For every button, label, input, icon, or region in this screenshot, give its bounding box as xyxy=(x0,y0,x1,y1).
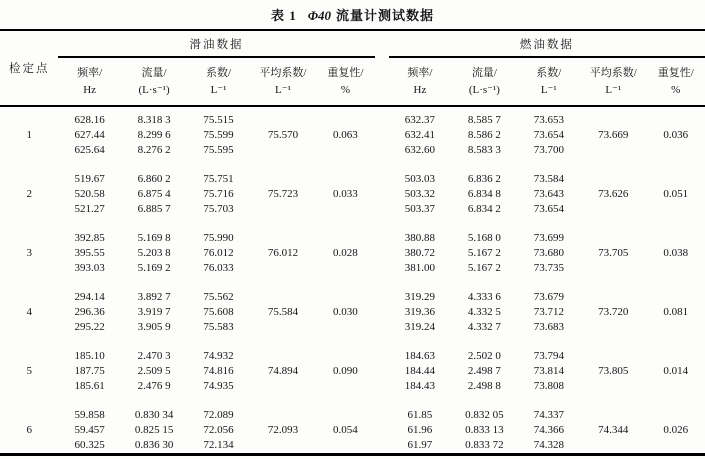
frequency-value-fuel: 632.37 xyxy=(404,114,436,126)
coefficient-value-fuel: 73.712 xyxy=(533,306,564,318)
frequency-value-oil: 392.85 xyxy=(74,232,105,244)
coefficient-value-oil: 75.990 xyxy=(203,232,234,244)
coefficient-value-fuel: 73.814 xyxy=(533,365,564,377)
frequency-value-oil: 295.22 xyxy=(74,321,105,333)
frequency-value-fuel: 319.24 xyxy=(404,321,436,333)
frequency-value-oil: 395.55 xyxy=(74,247,105,259)
frequency-value-fuel: 503.37 xyxy=(404,203,436,215)
coefficient-value-oil: 72.056 xyxy=(203,424,234,436)
coefficient-value-fuel: 73.683 xyxy=(533,321,564,333)
column-header-label: 平均系数/ xyxy=(259,66,307,79)
frequency-value-fuel: 61.97 xyxy=(407,439,433,451)
average-coefficient-value-fuel: 73.720 xyxy=(598,306,629,318)
flow-rate-value-fuel: 5.167 2 xyxy=(467,247,501,259)
coefficient-value-oil: 75.595 xyxy=(203,144,234,156)
column-header-flow-fuel xyxy=(451,57,517,106)
column-header-label: 流量/ xyxy=(471,66,497,79)
table-caption-title: 流量计测试数据 xyxy=(336,8,435,23)
row-group-gap xyxy=(0,394,705,408)
frequency-value-oil: 627.44 xyxy=(74,129,105,141)
group-header-lube-oil: 滑油数据 xyxy=(58,30,374,57)
repeatability-value-oil: 0.030 xyxy=(333,306,358,318)
average-coefficient-value-fuel: 73.669 xyxy=(598,129,629,141)
frequency-value-oil: 294.14 xyxy=(74,291,105,303)
frequency-value-fuel: 380.88 xyxy=(404,232,436,244)
column-header-unit: L⁻¹ xyxy=(605,83,622,96)
frequency-value-fuel: 61.85 xyxy=(407,409,433,421)
coefficient-value-fuel: 73.654 xyxy=(533,129,564,141)
frequency-value-fuel: 632.60 xyxy=(404,144,436,156)
coefficient-value-fuel: 73.794 xyxy=(533,350,564,362)
average-coefficient-value-oil: 75.584 xyxy=(267,306,299,318)
column-gap-cell xyxy=(375,349,389,394)
coefficient-value-fuel: 74.366 xyxy=(533,424,564,436)
frequency-value-oil: 296.36 xyxy=(74,306,105,318)
coefficient-value-fuel: 73.653 xyxy=(533,114,564,126)
column-header-unit: L⁻¹ xyxy=(275,83,291,96)
flow-rate-value-oil: 3.905 9 xyxy=(137,321,171,333)
column-gap-cell xyxy=(375,113,389,158)
average-coefficient-value-oil: 75.570 xyxy=(267,129,299,141)
coefficient-value-oil: 76.012 xyxy=(203,247,234,259)
flow-rate-value-oil: 3.919 7 xyxy=(137,306,171,318)
row-group-gap xyxy=(0,106,705,113)
coefficient-value-fuel: 73.735 xyxy=(533,262,564,274)
coefficient-value-fuel: 74.337 xyxy=(533,409,564,421)
flow-rate-value-oil: 6.875 4 xyxy=(137,188,171,200)
group-header-fuel-oil: 燃油数据 xyxy=(389,30,705,57)
frequency-value-oil: 187.75 xyxy=(74,365,105,377)
row-group-gap xyxy=(0,335,705,349)
flow-rate-value-oil: 2.470 3 xyxy=(137,350,171,362)
coefficient-value-oil: 74.932 xyxy=(203,350,234,362)
repeatability-value-oil: 0.054 xyxy=(333,424,358,436)
flow-rate-value-oil: 8.318 3 xyxy=(137,114,171,126)
coefficient-value-oil: 75.599 xyxy=(203,129,234,141)
group-gap-column xyxy=(375,30,389,106)
table-caption-model: Φ40 xyxy=(307,8,331,23)
data-row xyxy=(0,172,705,187)
flow-rate-value-fuel: 8.586 2 xyxy=(467,129,501,141)
column-header-average-fuel xyxy=(580,57,646,106)
column-header-label: 频率/ xyxy=(77,66,103,79)
repeatability-value-oil: 0.063 xyxy=(333,129,358,141)
flow-rate-value-fuel: 8.585 7 xyxy=(467,114,501,126)
checkpoint-id: 6 xyxy=(26,424,32,436)
flow-rate-value-fuel: 4.333 6 xyxy=(467,291,501,303)
data-row xyxy=(0,113,705,128)
checkpoint-id: 1 xyxy=(26,129,32,141)
average-coefficient-value-oil: 72.093 xyxy=(267,424,299,436)
flow-rate-value-fuel: 0.833 72 xyxy=(465,439,504,451)
coefficient-value-oil: 76.033 xyxy=(203,262,234,274)
average-coefficient-value-fuel: 73.705 xyxy=(598,247,629,259)
column-header-label: 频率/ xyxy=(407,66,433,79)
frequency-value-oil: 521.27 xyxy=(74,203,105,215)
row-header-checkpoint: 检定点 xyxy=(0,30,58,106)
flow-rate-value-fuel: 6.834 2 xyxy=(467,203,501,215)
frequency-value-oil: 393.03 xyxy=(74,262,105,274)
repeatability-value-oil: 0.090 xyxy=(333,365,358,377)
average-coefficient-value-oil: 76.012 xyxy=(267,247,299,259)
coefficient-value-oil: 75.703 xyxy=(203,203,234,215)
flow-rate-value-oil: 5.169 2 xyxy=(137,262,171,274)
flow-rate-value-oil: 6.885 7 xyxy=(137,203,171,215)
column-gap-cell xyxy=(375,172,389,217)
column-header-unit: (L·s⁻¹) xyxy=(138,83,170,96)
group-header-row xyxy=(0,30,705,57)
data-row xyxy=(0,349,705,364)
flow-rate-value-fuel: 4.332 7 xyxy=(467,321,501,333)
repeatability-value-oil: 0.028 xyxy=(333,247,358,259)
frequency-value-fuel: 503.03 xyxy=(404,173,436,185)
column-header-unit: % xyxy=(340,83,350,96)
frequency-value-fuel: 381.00 xyxy=(404,262,436,274)
column-header-coefficient-oil xyxy=(187,57,249,106)
flow-rate-value-oil: 5.203 8 xyxy=(137,247,171,259)
column-header-repeatability-oil xyxy=(316,57,374,106)
coefficient-value-fuel: 73.699 xyxy=(533,232,564,244)
frequency-value-fuel: 319.36 xyxy=(404,306,436,318)
column-header-row xyxy=(0,57,705,106)
checkpoint-id: 2 xyxy=(26,188,32,200)
frequency-value-fuel: 184.63 xyxy=(404,350,436,362)
frequency-value-fuel: 632.41 xyxy=(404,129,436,141)
flow-rate-value-oil: 6.860 2 xyxy=(137,173,171,185)
flow-rate-value-fuel: 2.498 7 xyxy=(467,365,501,377)
frequency-value-fuel: 380.72 xyxy=(404,247,436,259)
coefficient-value-oil: 74.816 xyxy=(203,365,234,377)
column-header-label: 系数/ xyxy=(205,66,232,79)
column-header-flow-oil xyxy=(121,57,187,106)
checkpoint-id: 5 xyxy=(26,365,32,377)
repeatability-value-fuel: 0.038 xyxy=(663,247,689,259)
flow-rate-value-fuel: 0.832 05 xyxy=(465,409,504,421)
coefficient-value-fuel: 73.643 xyxy=(533,188,564,200)
coefficient-value-fuel: 73.584 xyxy=(533,173,564,185)
flow-rate-value-oil: 5.169 8 xyxy=(137,232,171,244)
frequency-value-fuel: 319.29 xyxy=(404,291,436,303)
column-header-label: 平均系数/ xyxy=(589,66,637,79)
column-header-frequency-fuel xyxy=(389,57,451,106)
flow-rate-value-fuel: 8.583 3 xyxy=(467,144,501,156)
column-header-unit: L⁻¹ xyxy=(210,83,227,96)
repeatability-value-fuel: 0.014 xyxy=(663,365,689,377)
column-gap-cell xyxy=(375,290,389,335)
flow-rate-value-oil: 3.892 7 xyxy=(137,291,171,303)
frequency-value-oil: 519.67 xyxy=(74,173,105,185)
coefficient-value-oil: 75.562 xyxy=(203,291,234,303)
flow-rate-value-fuel: 6.836 2 xyxy=(467,173,501,185)
frequency-value-oil: 520.58 xyxy=(74,188,105,200)
frequency-value-oil: 625.64 xyxy=(74,144,105,156)
frequency-value-oil: 628.16 xyxy=(74,114,105,126)
coefficient-value-fuel: 73.680 xyxy=(533,247,564,259)
coefficient-value-oil: 72.089 xyxy=(203,409,234,421)
checkpoint-id: 4 xyxy=(26,306,32,318)
frequency-value-oil: 59.457 xyxy=(74,424,105,436)
flow-rate-value-oil: 2.476 9 xyxy=(137,380,171,392)
average-coefficient-value-oil: 74.894 xyxy=(267,365,299,377)
coefficient-value-oil: 75.583 xyxy=(203,321,234,333)
flow-rate-value-oil: 8.299 6 xyxy=(137,129,171,141)
average-coefficient-value-fuel: 73.626 xyxy=(598,188,629,200)
coefficient-value-oil: 74.935 xyxy=(203,380,234,392)
column-header-frequency-oil xyxy=(58,57,120,106)
flow-rate-value-fuel: 5.168 0 xyxy=(467,232,501,244)
flow-rate-value-oil: 2.509 5 xyxy=(137,365,171,377)
coefficient-value-oil: 72.134 xyxy=(203,439,234,451)
repeatability-value-fuel: 0.081 xyxy=(663,306,689,318)
repeatability-value-oil: 0.033 xyxy=(333,188,358,200)
coefficient-value-fuel: 73.679 xyxy=(533,291,564,303)
coefficient-value-fuel: 73.808 xyxy=(533,380,564,392)
row-group-gap xyxy=(0,217,705,231)
column-header-label: 重复性/ xyxy=(327,66,364,79)
coefficient-value-oil: 75.716 xyxy=(203,188,234,200)
frequency-value-oil: 185.10 xyxy=(74,350,105,362)
average-coefficient-value-oil: 75.723 xyxy=(267,188,299,200)
data-row xyxy=(0,408,705,423)
average-coefficient-value-fuel: 73.805 xyxy=(598,365,629,377)
flow-rate-value-fuel: 2.502 0 xyxy=(467,350,501,362)
column-header-unit: Hz xyxy=(83,83,97,96)
data-row xyxy=(0,231,705,246)
table-caption xyxy=(0,0,705,24)
column-header-unit: (L·s⁻¹) xyxy=(468,83,500,96)
column-header-unit: % xyxy=(671,83,681,96)
column-header-average-oil xyxy=(250,57,316,106)
column-header-label: 流量/ xyxy=(141,66,167,79)
table-caption-number: 表 1 xyxy=(270,8,297,23)
average-coefficient-value-fuel: 74.344 xyxy=(598,424,629,436)
flow-rate-value-fuel: 5.167 2 xyxy=(467,262,501,274)
coefficient-value-fuel: 73.700 xyxy=(533,144,564,156)
row-group-gap xyxy=(0,276,705,290)
coefficient-value-oil: 75.515 xyxy=(203,114,234,126)
flow-rate-value-oil: 8.276 2 xyxy=(137,144,171,156)
column-header-label: 重复性/ xyxy=(657,66,694,79)
row-group-gap xyxy=(0,158,705,172)
coefficient-value-fuel: 73.654 xyxy=(533,203,564,215)
flow-rate-value-fuel: 4.332 5 xyxy=(467,306,501,318)
frequency-value-fuel: 503.32 xyxy=(404,188,436,200)
frequency-value-fuel: 184.44 xyxy=(404,365,436,377)
checkpoint-id: 3 xyxy=(26,247,32,259)
repeatability-value-fuel: 0.026 xyxy=(663,424,689,436)
flowmeter-data-table xyxy=(0,29,705,456)
column-gap-cell xyxy=(375,408,389,455)
column-header-repeatability-fuel xyxy=(646,57,705,106)
data-row xyxy=(0,290,705,305)
repeatability-value-fuel: 0.036 xyxy=(663,129,689,141)
column-gap-cell xyxy=(375,231,389,276)
column-header-label: 系数/ xyxy=(536,66,562,79)
flow-rate-value-oil: 0.830 34 xyxy=(134,409,174,421)
coefficient-value-oil: 75.751 xyxy=(203,173,234,185)
flow-rate-value-oil: 0.825 15 xyxy=(134,424,174,436)
flow-rate-value-fuel: 2.498 8 xyxy=(467,380,501,392)
frequency-value-oil: 59.858 xyxy=(74,409,105,421)
flow-rate-value-fuel: 0.833 13 xyxy=(465,424,504,436)
column-header-coefficient-fuel xyxy=(518,57,580,106)
flow-rate-value-fuel: 6.834 8 xyxy=(467,188,501,200)
coefficient-value-fuel: 74.328 xyxy=(533,439,564,451)
column-header-unit: Hz xyxy=(413,83,427,96)
coefficient-value-oil: 75.608 xyxy=(203,306,234,318)
flow-rate-value-oil: 0.836 30 xyxy=(134,439,174,451)
frequency-value-oil: 185.61 xyxy=(74,380,105,392)
column-header-unit: L⁻¹ xyxy=(540,83,557,96)
frequency-value-oil: 60.325 xyxy=(74,439,105,451)
frequency-value-fuel: 61.96 xyxy=(407,424,433,436)
frequency-value-fuel: 184.43 xyxy=(404,380,436,392)
repeatability-value-fuel: 0.051 xyxy=(663,188,689,200)
